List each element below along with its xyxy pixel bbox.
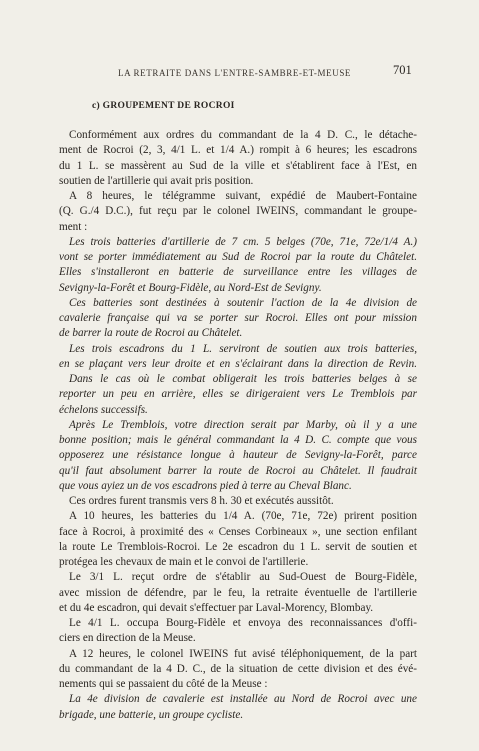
text-line: qu'il faut absolument barrer la route de Rocroi au Châtelet. Il faudrait — [59, 464, 417, 477]
text-line: A 10 heures, les batteries du 1/4 A. (70e, 71e, 72e) prirent position — [69, 510, 417, 523]
text-line: reporter un peu en arrière, elles se dirigeraient vers Le Tremblois par — [59, 388, 417, 401]
text-line: Conformément aux ordres du commandant de la 4 D. C., le détache- — [69, 129, 417, 141]
text-line: Les trois batteries d'artillerie de 7 cm. 5 belges (70e, 71e, 72e/1/4 A.) — [69, 235, 417, 248]
text-line: Ces batteries sont destinées à soutenir l'action de la 4e division de — [69, 296, 417, 309]
text-line: Sevigny-la-Forêt et Bourg-Fidèle, au Nord-Est de Sevigny. — [59, 281, 322, 294]
text-line: Le 4/1 L. occupa Bourg-Fidèle et envoya des reconnaissances d'offi- — [69, 617, 417, 629]
text-line: Dans le cas où le combat obligerait les trois batteries belges à se — [69, 373, 417, 385]
text-line: face à Rocroi, à proximité des « Censes Corbineaux », une section enfilant — [59, 525, 417, 538]
text-line: Ces ordres furent transmis vers 8 h. 30 et exécutés aussitôt. — [69, 495, 334, 507]
text-line: échelons successifs. — [59, 403, 148, 416]
text-line: opposerez une résistance longue à hauteur de Sevigny-la-Forêt, parce — [59, 449, 417, 462]
text-line: cavalerie française qui va se porter sur Rocroi. Elles ont pour mission — [59, 312, 417, 324]
text-line: du 1 L. se massèrent au Sud de la ville et s'établirent face à l'Est, en — [59, 159, 417, 172]
body-text — [59, 128, 417, 723]
text-line: de barrer la route de Rocroi au Châtelet. — [59, 327, 243, 340]
text-line: Le 3/1 L. reçut ordre de s'établir au Sud-Ouest de Bourg-Fidèle, — [69, 571, 417, 584]
text-line: (Q. G./4 D.C.), fut reçu par le colonel IWEINS, commandant le groupe- — [59, 205, 417, 218]
text-line: que vous ayiez un de vos escadrons pied à terre au Cheval Blanc. — [59, 479, 352, 492]
text-line: Après Le Tremblois, votre direction serait par Marby, où il y a une — [69, 418, 417, 431]
running-title: LA RETRAITE DANS L'ENTRE-SAMBRE-ET-MEUSE — [118, 68, 352, 78]
text-line: ment de Rocroi (2, 3, 4/1 L. et 1/4 A.) rompit à 6 heures; les escadrons — [59, 144, 417, 157]
text-line: et du 4e escadron, qui devait s'effectuer par Laval-Morency, Blombay. — [59, 601, 374, 614]
text-line: en se plaçant vers leur droite et en s'éclairant dans la direction de Revin. — [59, 357, 417, 370]
text-line: du commandant de la 4 D. C., de la situation de cette division et des évé- — [59, 662, 417, 675]
text-line: nements qui se passaient du côté de la Meuse : — [59, 678, 268, 690]
text-line: ciers en direction de la Meuse. — [59, 632, 196, 645]
text-line: Elles s'installeront en batterie de surveillance entre les villages de — [59, 266, 417, 279]
text-line: brigade, une batterie, un groupe cycliste. — [59, 708, 244, 721]
section-title: c) GROUPEMENT DE ROCROI — [92, 101, 235, 111]
text-line: bonne position; mais le général commandant la 4 D. C. compte que vous — [59, 434, 417, 446]
text-line: la route Le Tremblois-Rocroi. Le 2e escadron du 1 L. servit de soutien et — [59, 540, 417, 553]
text-line: A 12 heures, le colonel IWEINS fut avisé téléphoniquement, de la part — [69, 647, 417, 660]
text-line: protégea les chevaux de main et le convoi de l'artillerie. — [59, 556, 309, 568]
text-line: vont se porter immédiatement au Sud de Rocroi par la route du Châtelet. — [59, 251, 417, 263]
text-line: soutien de l'artillerie qui avait pris position. — [59, 174, 254, 187]
text-line: avec mission de défendre, par le feu, la retraite éventuelle de l'artillerie — [59, 586, 417, 599]
text-line: La 4e division de cavalerie est installée au Nord de Rocroi avec une — [69, 693, 417, 706]
text-line: Les trois escadrons du 1 L. serviront de soutien aux trois batteries, — [69, 342, 417, 355]
text-line: ment : — [59, 220, 88, 233]
text-line: A 8 heures, le télégramme suivant, expédié de Maubert-Fontaine — [69, 190, 417, 202]
page-number: 701 — [393, 63, 412, 77]
